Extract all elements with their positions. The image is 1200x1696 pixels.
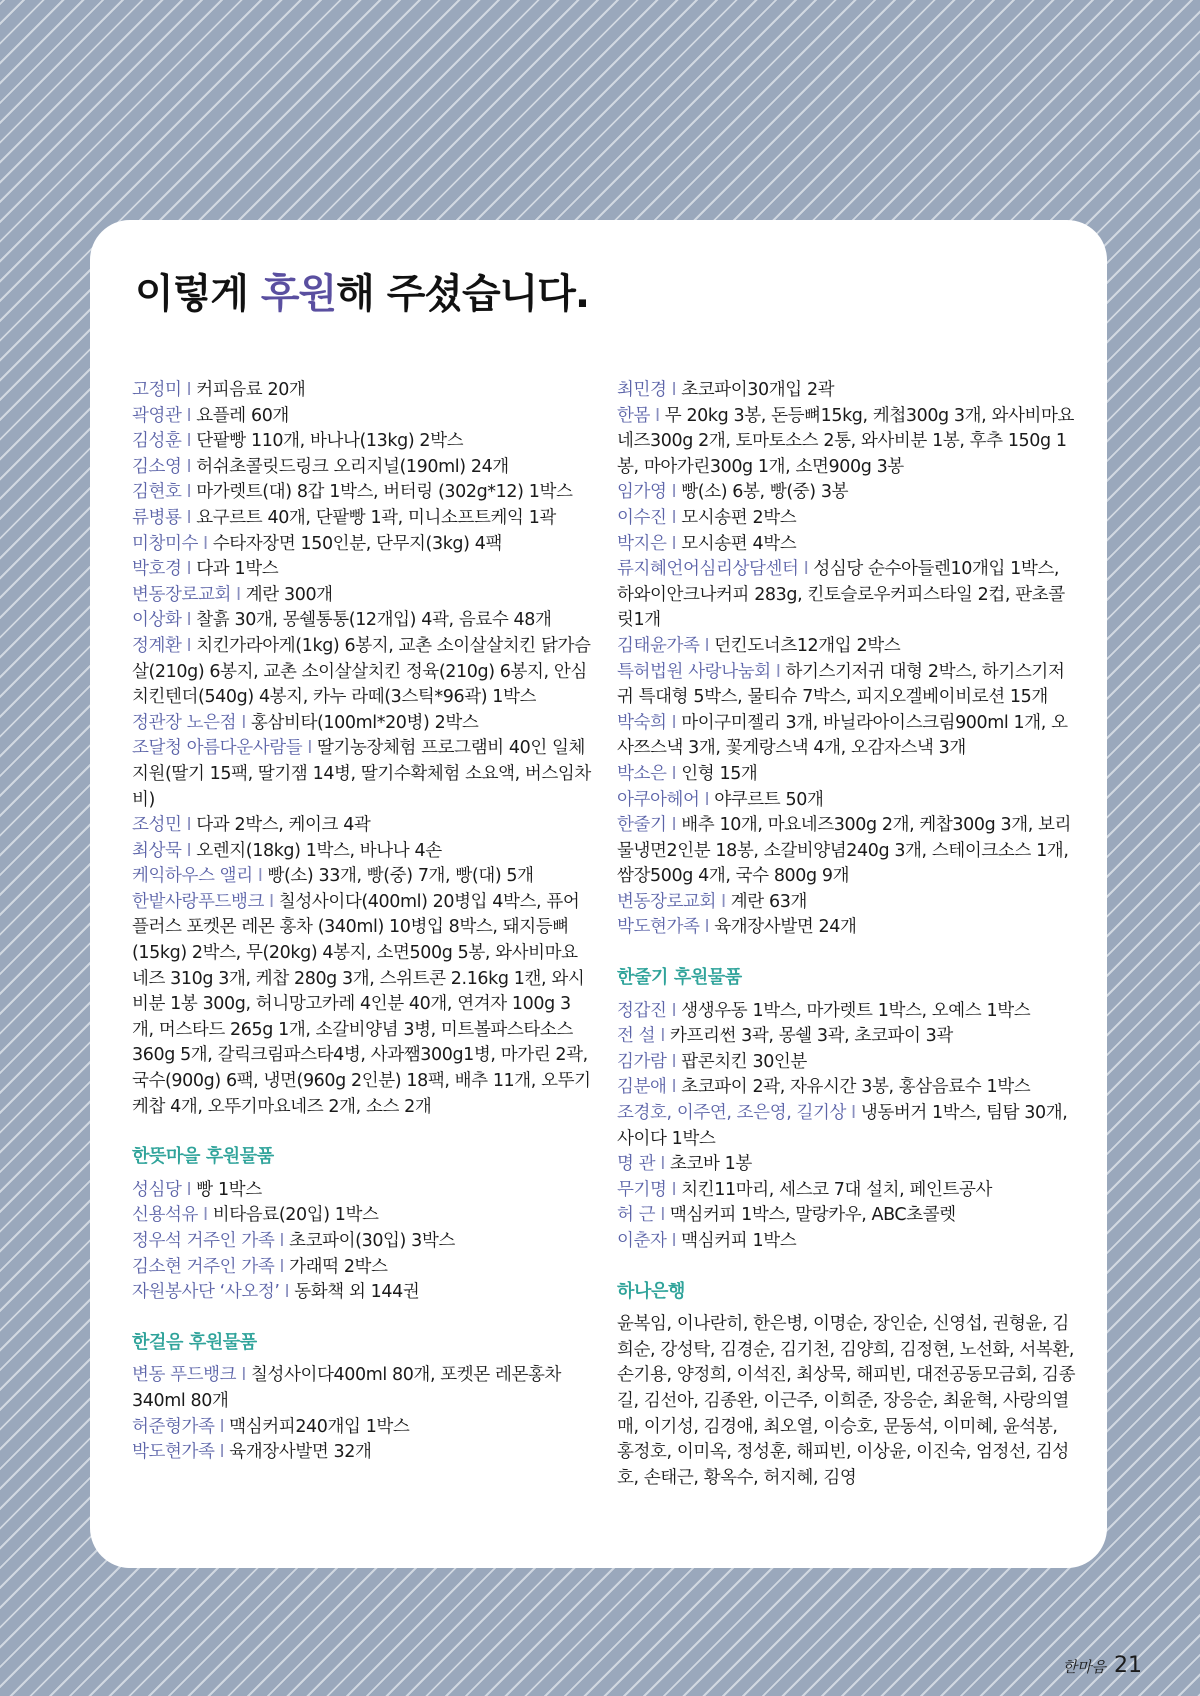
donor-entry <box>132 1363 592 1414</box>
donor-entry <box>132 839 592 865</box>
donor-entry <box>617 1229 1077 1255</box>
donated-items: 다과 1박스 <box>196 559 279 580</box>
donor-name: 최상묵 <box>132 840 182 861</box>
separator: I <box>307 738 312 759</box>
donated-items: 오렌지(18kg) 1박스, 바나나 4손 <box>196 840 442 861</box>
donor-name: 이상화 <box>132 610 182 631</box>
donor-name: 미창미수 <box>132 533 199 554</box>
donated-items: 카프리썬 3곽, 몽쉘 3곽, 초코파이 3곽 <box>669 1026 953 1047</box>
donor-entry <box>132 404 592 430</box>
separator: I <box>671 1179 677 1200</box>
separator: I <box>203 1205 208 1226</box>
donated-items: 냉동버거 1박스, 팀탐 30개, 사이다 1박스 <box>617 1103 1068 1149</box>
donor-name: 박소은 <box>617 763 667 784</box>
donor-entry <box>132 506 592 532</box>
donor-name: 한줄기 <box>617 815 667 836</box>
separator: I <box>721 891 726 912</box>
separator: I <box>671 1077 677 1098</box>
donor-entry <box>132 480 592 506</box>
separator: I <box>671 712 677 733</box>
donated-items: 맥심커피 1박스 <box>681 1231 797 1251</box>
separator: I <box>186 405 192 426</box>
separator: I <box>186 431 192 452</box>
donated-items: 딸기농장체험 프로그램비 40인 일체 지원(딸기 15팩, 딸기잼 14병, 딸기수확체험 소요액, 버스임차비) <box>132 738 591 810</box>
donor-entry <box>617 890 1077 916</box>
donor-name: 전 설 <box>617 1026 656 1047</box>
donor-name: 정관장 노은점 <box>132 712 237 733</box>
separator: I <box>219 1416 225 1437</box>
donor-entry <box>132 1280 592 1306</box>
donor-entry <box>617 634 1077 660</box>
donor-name: 아쿠아헤어 <box>617 789 700 810</box>
donor-entry <box>132 1229 592 1255</box>
donor-name: 무기명 <box>617 1179 667 1200</box>
separator: I <box>186 482 192 503</box>
donor-entry <box>617 1178 1077 1204</box>
hantteut-donor-list <box>132 1178 592 1306</box>
separator: I <box>671 380 677 400</box>
donor-name: 조경호, 이주연, 조은영, 길기상 <box>617 1103 847 1124</box>
separator: I <box>284 1282 290 1303</box>
separator: I <box>186 840 192 861</box>
separator: I <box>186 507 192 528</box>
separator: I <box>257 866 263 887</box>
donor-name: 한몸 <box>617 405 651 426</box>
donated-items: 다과 2박스, 케이크 4곽 <box>196 815 371 836</box>
right-donor-list <box>617 378 1077 941</box>
separator: I <box>775 661 781 682</box>
donor-name: 자원봉사단 ‘사오정’ <box>132 1282 280 1303</box>
donated-items: 계란 300개 <box>245 584 333 605</box>
donor-entry <box>132 429 592 455</box>
donor-name: 정갑진 <box>617 1000 667 1021</box>
separator: I <box>671 1231 677 1251</box>
donor-name: 변동장로교회 <box>132 584 232 605</box>
donor-entry <box>617 378 1077 404</box>
hana-bank-donors: 윤복임, 이나란히, 한은병, 이명순, 장인순, 신영섭, 권형윤, 김희순, 강성탁, 김경순, 김기천, 김양희, 김정현, 노선화, 서복환, 손기용, 양정희, 이석진, 최상묵, 해피빈, 대전공동모금회, 김종길, 김선아, 김종완, 이근주, 이희준, 장응순, 최윤혁, 사랑의열매, 이기성, 김경애, 최오열, 이승호, 문동석, 이미혜, 윤석봉, 홍정호, 이미옥, 정성훈, 해피빈, 이상윤, 이진숙, 엄정선, 김성호, 손태근, 황옥수, 허지혜, 김영 <box>617 1314 1076 1488</box>
separator: I <box>186 815 192 836</box>
donor-entry <box>132 583 592 609</box>
separator: I <box>851 1103 856 1124</box>
separator: I <box>671 815 677 836</box>
section-title-hana-bank: 하나은행 <box>617 1280 685 1302</box>
donor-entry <box>617 506 1077 532</box>
donor-name: 이수진 <box>617 507 667 528</box>
donated-items: 비타음료(20입) 1박스 <box>212 1205 379 1226</box>
separator: I <box>803 559 809 580</box>
donor-entry <box>132 378 592 404</box>
donor-entry <box>617 1024 1077 1050</box>
donated-items: 던킨도너츠12개입 2박스 <box>714 635 901 656</box>
donor-entry <box>617 532 1077 558</box>
page-number: 21 <box>1114 1653 1142 1678</box>
separator: I <box>671 507 677 528</box>
donated-items: 초코파이30개입 2곽 <box>681 380 835 400</box>
content-card <box>90 220 1107 1568</box>
donor-name: 한밭사랑푸드뱅크 <box>132 891 265 912</box>
separator: I <box>671 482 677 503</box>
right-column <box>617 378 1077 1491</box>
donor-name: 케익하우스 앨리 <box>132 866 253 887</box>
donor-entry <box>132 532 592 558</box>
donor-name: 박도현가족 <box>132 1442 215 1463</box>
donated-items: 맥심커피240개입 1박스 <box>229 1416 410 1437</box>
donor-entry <box>617 788 1077 814</box>
donor-name: 김분애 <box>617 1077 667 1098</box>
left-column <box>132 378 592 1466</box>
separator: I <box>219 1442 225 1463</box>
separator: I <box>186 610 192 631</box>
donated-items: 동화책 외 144권 <box>294 1282 420 1303</box>
donor-entry <box>132 1440 592 1466</box>
separator: I <box>186 559 192 580</box>
donated-items: 마이구미젤리 3개, 바닐라아이스크림900ml 1개, 오사쯔스낵 3개, 꽃게랑스낵 4개, 오감자스낵 3개 <box>617 712 1068 759</box>
separator: I <box>671 763 677 784</box>
page-footer <box>1063 1653 1142 1678</box>
donated-items: 마가렛트(대) 8갑 1박스, 버터링 (302g*12) 1박스 <box>196 482 573 503</box>
donor-name: 박도현가족 <box>617 917 700 938</box>
donated-items: 허쉬초콜릿드링크 오리지널(190ml) 24개 <box>196 456 509 477</box>
separator: I <box>279 1231 285 1251</box>
donor-entry <box>617 1050 1077 1076</box>
donor-entry <box>617 404 1077 481</box>
donor-entry <box>617 660 1077 711</box>
donor-entry <box>617 711 1077 762</box>
donated-items: 치킨11마리, 세스코 7대 설치, 페인트공사 <box>681 1179 993 1200</box>
donated-items: 계란 63개 <box>730 891 807 912</box>
donor-name: 김현호 <box>132 482 182 503</box>
donor-name: 김소현 거주인 가족 <box>132 1256 275 1277</box>
donated-items: 요플레 60개 <box>196 405 289 426</box>
separator: I <box>279 1256 285 1277</box>
donor-name: 최민경 <box>617 380 667 400</box>
donor-entry <box>617 915 1077 941</box>
donor-name: 박호경 <box>132 559 182 580</box>
section-title-hanjulgi: 한줄기 후원물품 <box>617 967 742 989</box>
hanjulgi-donor-list <box>617 999 1077 1255</box>
donor-name: 고정미 <box>132 380 182 400</box>
donated-items: 빵 1박스 <box>196 1179 262 1200</box>
title-prefix: 이렇게 <box>135 271 261 317</box>
magazine-brand: 한마음 <box>1062 1658 1106 1676</box>
separator: I <box>704 789 710 810</box>
section-title-hantteut: 한뜻마을 후원물품 <box>132 1146 274 1168</box>
donor-name: 정계환 <box>132 635 182 656</box>
title-suffix: 해 주셨습니다. <box>336 271 590 317</box>
separator: I <box>660 1154 665 1175</box>
donated-items: 육개장사발면 32개 <box>229 1442 372 1463</box>
donor-name: 허준형가족 <box>132 1416 215 1437</box>
separator: I <box>704 917 710 938</box>
donor-entry <box>132 634 592 711</box>
separator: I <box>186 635 192 656</box>
donated-items: 인형 15개 <box>681 763 758 784</box>
donated-items: 요구르트 40개, 단팥빵 1곽, 미니소프트케익 1곽 <box>196 507 556 528</box>
donated-items: 맥심커피 1박스, 말랑카우, ABC초콜렛 <box>669 1205 956 1226</box>
donor-name: 성심당 <box>132 1179 182 1200</box>
separator: I <box>186 380 192 400</box>
donor-name: 특허법원 사랑나눔회 <box>617 661 771 682</box>
donor-entry <box>132 1415 592 1441</box>
donor-name: 조달청 아름다운사람들 <box>132 738 303 759</box>
donor-name: 김태윤가족 <box>617 635 700 656</box>
donated-items: 모시송편 4박스 <box>681 533 797 554</box>
donated-items: 칠성사이다(400ml) 20병입 4박스, 퓨어플러스 포켓몬 레몬 홍차 (340ml) 10병입 8박스, 돼지등뼈(15kg) 2박스, 무(20kg) 4봉지, 소면500g 5봉, 와사비마요네즈 310g 3개, 케찹 280g 3개, 스위트콘 2.16kg 1캔, 와시비분 1봉 300g, 허니망고카레 4인분 40개, 연겨자 100g 3개, 머스타드 265g 1개, 소갈비양념 3병, 미트볼파스타소스360g 5개, 갈릭크림파스타4병, 사과쨈300g1병, 마가린 2곽, 국수(900g) 6팩, 냉면(960g 2인분) 18팩, 배추 11개, 오뚜기케찹 4개, 오뚜기마요네즈 2개, 소스 2개 <box>132 891 591 1117</box>
donor-name: 곽영관 <box>132 405 182 426</box>
donated-items: 무 20kg 3봉, 돈등뼈15kg, 케첩300g 3개, 와사비마요네즈300g 2개, 토마토소스 2통, 와사비분 1봉, 후추 150g 1봉, 마아가린300g 1개, 소면900g 3봉 <box>617 405 1075 477</box>
donated-items: 빵(소) 6봉, 빵(중) 3봉 <box>681 482 849 503</box>
donated-items: 초코바 1봉 <box>669 1154 752 1175</box>
donor-entry <box>617 1203 1077 1229</box>
donated-items: 홍삼비타(100ml*20병) 2박스 <box>250 712 479 733</box>
donor-entry <box>617 1152 1077 1178</box>
donated-items: 배추 10개, 마요네즈300g 2개, 케찹300g 3개, 보리물냉면2인분 18봉, 소갈비양념240g 3개, 스테이크소스 1개, 쌈장500g 4개, 국수 800g 9개 <box>617 815 1072 887</box>
donor-entry <box>132 864 592 890</box>
donor-name: 박숙희 <box>617 712 667 733</box>
donor-entry <box>617 999 1077 1025</box>
donated-items: 팝콘치킨 30인분 <box>681 1051 807 1072</box>
separator: I <box>186 456 192 477</box>
donated-items: 생생우동 1박스, 마가렛트 1박스, 오예스 1박스 <box>681 1000 1031 1021</box>
donated-items: 모시송편 2박스 <box>681 507 797 528</box>
separator: I <box>203 533 208 554</box>
donated-items: 성심당 순수아들렌10개입 1박스, 하와이안크나커피 283g, 킨토슬로우커피스타일 2컵, 판초콜릿1개 <box>617 559 1065 631</box>
donor-name: 박지은 <box>617 533 667 554</box>
separator: I <box>241 712 246 733</box>
donated-items: 수타자장면 150인분, 단무지(3kg) 4팩 <box>212 533 502 554</box>
donor-entry <box>132 736 592 813</box>
hangeoreum-donor-list <box>132 1363 592 1465</box>
donor-name: 변동 푸드뱅크 <box>132 1365 237 1386</box>
page-title <box>135 262 589 319</box>
separator: I <box>660 1026 665 1047</box>
separator: I <box>269 891 274 912</box>
donated-items: 빵(소) 33개, 빵(중) 7개, 빵(대) 5개 <box>267 866 534 887</box>
donated-items: 찰흙 30개, 몽쉘통통(12개입) 4곽, 음료수 48개 <box>196 610 552 631</box>
separator: I <box>236 584 241 605</box>
separator: I <box>671 1000 677 1021</box>
donated-items: 칠성사이다400ml 80개, 포켓몬 레몬홍차340ml 80개 <box>132 1365 561 1411</box>
donor-name: 류지혜언어심리상담센터 <box>617 559 799 580</box>
donor-entry <box>617 557 1077 634</box>
separator: I <box>186 1179 192 1200</box>
donor-entry <box>132 1203 592 1229</box>
donor-entry <box>132 1255 592 1281</box>
donor-name: 조성민 <box>132 815 182 836</box>
donor-entry <box>617 762 1077 788</box>
donated-items: 하기스기저귀 대형 2박스, 하기스기저귀 특대형 5박스, 물티슈 7박스, 피지오겔베이비로션 15개 <box>617 661 1065 708</box>
donor-entry <box>132 455 592 481</box>
donor-name: 명 관 <box>617 1154 656 1175</box>
separator: I <box>241 1365 246 1386</box>
donor-entry <box>617 813 1077 890</box>
donated-items: 초코파이 2곽, 자유시간 3봉, 홍삼음료수 1박스 <box>681 1077 1031 1098</box>
donated-items: 육개장사발면 24개 <box>714 917 857 938</box>
donor-entry <box>617 480 1077 506</box>
donated-items: 치킨가라아게(1kg) 6봉지, 교촌 소이살살치킨 닭가슴살(210g) 6봉지, 교촌 소이살살치킨 정육(210g) 6봉지, 안심치킨텐더(540g) 4봉지, 카누 라떼(3스틱*96곽) 1박스 <box>132 635 591 708</box>
donor-name: 류병룡 <box>132 507 182 528</box>
donor-entry <box>617 1075 1077 1101</box>
donated-items: 가래떡 2박스 <box>289 1256 388 1277</box>
donor-name: 김가람 <box>617 1051 667 1072</box>
donor-entry <box>132 1178 592 1204</box>
donor-name: 임가영 <box>617 482 667 503</box>
donated-items: 커피음료 20개 <box>196 380 306 400</box>
donor-entry <box>132 608 592 634</box>
donor-name: 신용석유 <box>132 1205 199 1226</box>
donor-entry <box>132 813 592 839</box>
title-accent: 후원 <box>260 271 337 317</box>
section-title-hangeoreum: 한걸음 후원물품 <box>132 1331 257 1353</box>
donated-items: 야쿠르트 50개 <box>714 789 824 810</box>
donor-entry <box>132 890 592 1120</box>
left-donor-list <box>132 378 592 1120</box>
donor-name: 이춘자 <box>617 1231 667 1251</box>
donor-entry <box>132 711 592 737</box>
donor-entry <box>617 1101 1077 1152</box>
separator: I <box>704 635 710 656</box>
separator: I <box>671 1051 677 1072</box>
donor-name: 김성훈 <box>132 431 182 452</box>
donor-name: 정우석 거주인 가족 <box>132 1231 275 1251</box>
donor-name: 변동장로교회 <box>617 891 717 912</box>
separator: I <box>660 1205 665 1226</box>
donor-entry <box>132 557 592 583</box>
donor-name: 김소영 <box>132 456 182 477</box>
donated-items: 단팥빵 110개, 바나나(13kg) 2박스 <box>196 431 464 452</box>
separator: I <box>655 405 660 426</box>
separator: I <box>671 533 677 554</box>
donor-name: 허 근 <box>617 1205 656 1226</box>
donated-items: 초코파이(30입) 3박스 <box>289 1231 455 1251</box>
